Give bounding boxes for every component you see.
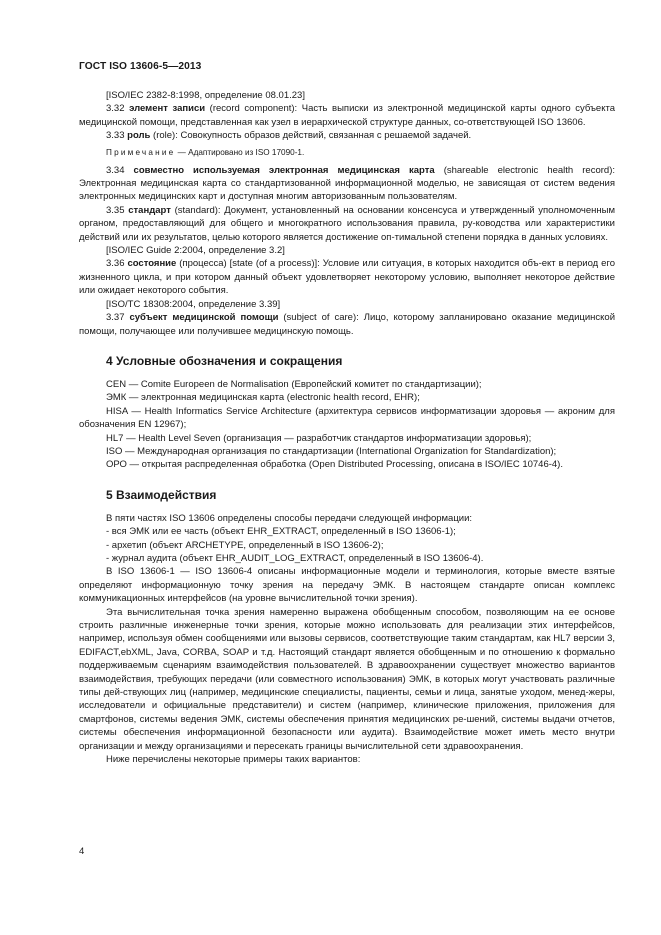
def-text: (record component): Часть выписки из электронной медицинской карты одного субъекта медицинской помощи, представленная как узел в иерархической структуре данных, со-ответствующей ISO 13606. [79, 103, 615, 128]
def-text: (shareable electronic health record): Электронная медицинская карта со стандартизованной информационной моделью, не зависящая от систем ведения электронных медицинских карт и доступная многим авторизованным пользователям. [79, 164, 615, 203]
reference-3-36: [ISO/TC 18308:2004, определение 3.39] [106, 298, 281, 310]
definition-3-32 [79, 102, 615, 129]
section-5-heading: 5 Взаимодействия [106, 487, 217, 502]
abbrev-item: ЭМК — электронная медицинская карта (electronic health record, EHR); [106, 392, 420, 404]
def-text: (subject of care): Лицо, которому запланировано оказание медицинской помощи, получающее или получившее медицинскую помощь. [79, 312, 616, 337]
list-item: - вся ЭМК или ее часть (объект EHR_EXTRACT, определенный в ISO 13606-1); [106, 526, 456, 538]
def-number: 3.36 [106, 258, 125, 270]
def-term: стандарт [128, 204, 171, 216]
def-number: 3.37 [106, 312, 125, 324]
definition-3-37 [79, 311, 615, 338]
abbrev-item: HISA — Health Informatics Service Architecture (архитектура сервисов информатизации здоровья — акроним для обозначения EN 12967); [79, 405, 615, 431]
definition-3-36 [79, 257, 615, 297]
reference-3-35: [ISO/IEC Guide 2:2004, определение 3.2] [106, 245, 285, 257]
document-body [79, 89, 615, 766]
reference-3-32: [ISO/IEC 2382-8:1998, определение 08.01.23] [106, 90, 305, 101]
note-3-33 [79, 146, 615, 159]
abbrev-item: HL7 — Health Level Seven (организация — разработчик стандартов информатизации здоровья); [106, 432, 532, 444]
abbrev-item: ISO — Международная организация по стандартизации (International Organization for Standardization); [106, 445, 557, 457]
list-item: - журнал аудита (объект EHR_AUDIT_LOG_EXTRACT, определенный в ISO 13606-4). [106, 552, 484, 564]
definition-3-34 [79, 164, 615, 204]
def-number: 3.32 [106, 103, 125, 115]
def-term: субъект медицинской помощи [129, 312, 279, 324]
section-5-paragraph-1: В ISO 13606-1 — ISO 13606-4 описаны информационные модели и терминология, которые вместе взятые определяют информационную точку зрения на передачу ЭМК. В настоящем стандарте описан комплекс коммуникационных интерфейсов (на уровне вычислительной точки зрения). [79, 566, 615, 605]
def-text: (role): Совокупность образов действий, связанная с решаемой задачей. [150, 130, 472, 142]
section-5-paragraph-2: Эта вычислительная точка зрения намеренно выражена обобщенным способом, позволяющим на ее основе строить различные инженерные точки зрения, которые можно использовать для реализации этих интерфейсов, например, используя обмен сообщениями или вызовы сервисов, соответствующие таким стандартам, как HL7 версии 3, EDIFACT,ebXML, Java, CORBA, SOAP и т.д. Настоящий стандарт является обобщенным и по отношению к формально поддерживаемым сценариям взаимодействия пользователей. В здравоохранении существует множество вариантов взаимодействия, требующих передачи (или совместного использования) ЭМК, в которых могут участвовать различные типы дей-ствующих лиц (например, медицинские специалисты, пациенты, семьи и лица, занятые уходом, менед-жеры, исследователи и официальные представители) и систем (например, клинические приложения, приложения для смартфонов, системы ведения ЭМК, системы обеспечения принятия медицинских ре-шений, системы выдачи отчетов, системы обеспечения информационной безопасности или аудита). Взаимодействие может иметь место внутри организации и между организациями и пересекать границы вычислительной сети здравоохранения. [79, 606, 615, 752]
def-term: совместно используемая электронная медицинская карта [133, 164, 435, 176]
def-text: (процесса) [state (of a process)]: Условие или ситуация, в которых находится объ-ект в период его жизненного цикла, и при котором данный объект удовлетворяет некоторому условию, выполняет некоторое действие или ожидает некоторого события. [79, 258, 615, 297]
def-number: 3.33 [106, 130, 125, 142]
note-label: Примечание [106, 147, 176, 157]
def-term: элемент записи [129, 103, 206, 115]
definition-3-35 [79, 204, 615, 244]
list-item: - архетип (объект ARCHETYPE, определенный в ISO 13606-2); [106, 539, 384, 551]
section-5-paragraph-3: Ниже перечислены некоторые примеры таких вариантов: [106, 754, 361, 766]
def-text: (standard): Документ, установленный на основании консенсуса и утвержденный уполномоченным органом, предоставляющий для общего и многократного использования правила, ру-ководства или характеристики действий или их результатов, целью которого является достижение оп-тимальной степени порядка в данных условиях. [79, 204, 616, 243]
definition-3-33 [79, 129, 615, 142]
def-number: 3.35 [106, 204, 125, 216]
section-5-intro: В пяти частях ISO 13606 определены способы передачи следующей информации: [106, 512, 473, 524]
document-header: ГОСТ ISO 13606-5—2013 [79, 61, 202, 72]
def-term: роль [127, 130, 151, 142]
note-text: — Адаптировано из ISO 17090-1. [175, 147, 305, 157]
section-4-heading: 4 Условные обозначения и сокращения [106, 353, 343, 368]
abbrev-item: CEN — Comite Europeen de Normalisation (Европейский комитет по стандартизации); [106, 378, 482, 390]
def-term: состояние [127, 258, 177, 270]
page-number: 4 [79, 846, 85, 857]
def-number: 3.34 [106, 164, 125, 176]
abbrev-item: ОРО — открытая распределенная обработка (Open Distributed Processing, описана в ISO/IEC 10746-4). [106, 459, 563, 471]
